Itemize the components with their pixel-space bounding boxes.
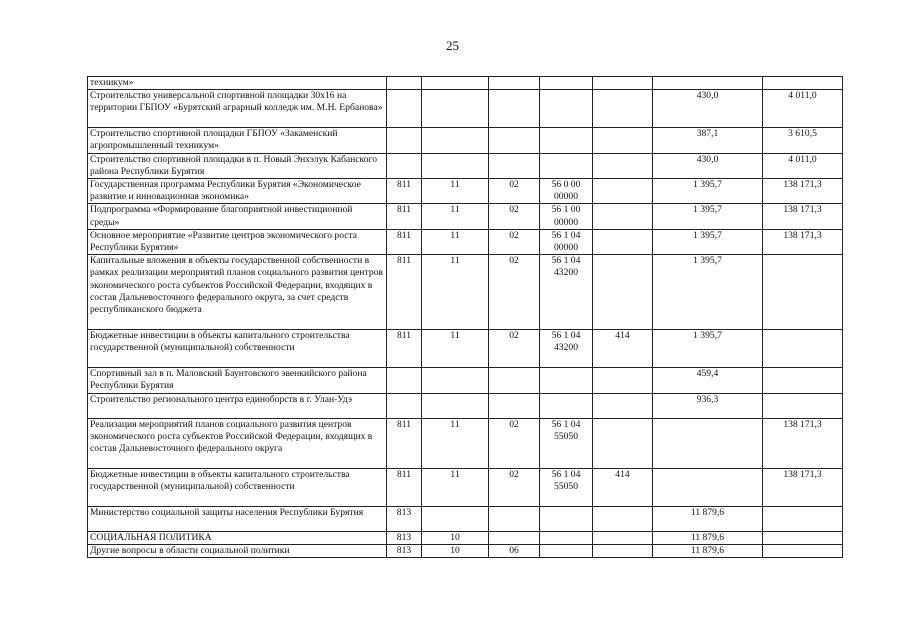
cell-subsection-code: 02: [489, 255, 540, 330]
cell-amount-2: [763, 77, 843, 90]
cell-ministry-code: 811: [387, 179, 422, 204]
cell-amount-1: 11 879,6: [653, 531, 763, 544]
cell-ministry-code: [387, 77, 422, 90]
cell-expense-type: 414: [593, 330, 653, 368]
table-row: [88, 204, 843, 229]
cell-section-code: [422, 77, 489, 90]
cell-section-code: 10: [422, 544, 489, 557]
cell-expense-type: [593, 531, 653, 544]
cell-subsection-code: [489, 393, 540, 418]
table-row: [88, 330, 843, 368]
cell-subsection-code: [489, 153, 540, 178]
cell-amount-2: [763, 544, 843, 557]
cell-subsection-code: [489, 368, 540, 393]
cell-expense-type: [593, 153, 653, 178]
cell-target-article: [540, 544, 593, 557]
table-row: [88, 255, 843, 330]
cell-amount-1: 430,0: [653, 90, 763, 128]
table-row: [88, 153, 843, 178]
cell-ministry-code: 811: [387, 255, 422, 330]
cell-section-code: 11: [422, 418, 489, 468]
cell-ministry-code: 813: [387, 531, 422, 544]
cell-amount-2: 3 610,5: [763, 128, 843, 153]
cell-ministry-code: [387, 393, 422, 418]
cell-section-code: 10: [422, 531, 489, 544]
cell-name: Бюджетные инвестиции в объекты капитального строительства государственной (муниципальной) собственности: [88, 468, 387, 506]
table-row: [88, 179, 843, 204]
table-row: [88, 77, 843, 90]
cell-target-article: [540, 368, 593, 393]
cell-expense-type: [593, 179, 653, 204]
cell-name: Подпрограмма «Формирование благоприятной инвестиционной среды»: [88, 204, 387, 229]
cell-amount-1: 430,0: [653, 153, 763, 178]
cell-subsection-code: [489, 90, 540, 128]
cell-target-article: 56 1 00 00000: [540, 204, 593, 229]
table-row: [88, 90, 843, 128]
cell-name: техникум»: [88, 77, 387, 90]
cell-expense-type: [593, 90, 653, 128]
cell-amount-1: [653, 468, 763, 506]
cell-subsection-code: [489, 128, 540, 153]
cell-name: Бюджетные инвестиции в объекты капитального строительства государственной (муниципальной) собственности: [88, 330, 387, 368]
cell-name: Строительство спортивной площадки в п. Новый Энхэлук Кабанского района Республики Бурятия: [88, 153, 387, 178]
table-row: [88, 418, 843, 468]
cell-subsection-code: 06: [489, 544, 540, 557]
cell-amount-2: 4 011,0: [763, 153, 843, 178]
cell-target-article: 56 1 04 55050: [540, 418, 593, 468]
cell-name: СОЦИАЛЬНАЯ ПОЛИТИКА: [88, 531, 387, 544]
cell-ministry-code: 811: [387, 468, 422, 506]
cell-expense-type: [593, 418, 653, 468]
cell-target-article: 56 1 04 43200: [540, 255, 593, 330]
cell-section-code: 11: [422, 330, 489, 368]
cell-ministry-code: 811: [387, 418, 422, 468]
cell-subsection-code: [489, 506, 540, 531]
table-row: [88, 368, 843, 393]
cell-name: Строительство регионального центра единоборств в г. Улан-Удэ: [88, 393, 387, 418]
cell-amount-1: 11 879,6: [653, 506, 763, 531]
cell-subsection-code: 02: [489, 229, 540, 254]
cell-name: Другие вопросы в области социальной политики: [88, 544, 387, 557]
table-row: [88, 393, 843, 418]
cell-ministry-code: [387, 368, 422, 393]
cell-amount-1: 1 395,7: [653, 204, 763, 229]
cell-expense-type: [593, 128, 653, 153]
cell-section-code: 11: [422, 179, 489, 204]
cell-subsection-code: 02: [489, 418, 540, 468]
cell-amount-2: 138 171,3: [763, 179, 843, 204]
cell-target-article: [540, 393, 593, 418]
cell-subsection-code: 02: [489, 330, 540, 368]
budget-table: [87, 76, 843, 558]
cell-subsection-code: [489, 531, 540, 544]
cell-amount-1: 1 395,7: [653, 255, 763, 330]
cell-ministry-code: [387, 153, 422, 178]
cell-amount-2: [763, 330, 843, 368]
cell-section-code: 11: [422, 468, 489, 506]
table-row: [88, 506, 843, 531]
cell-expense-type: [593, 255, 653, 330]
cell-amount-1: 459,4: [653, 368, 763, 393]
cell-target-article: 56 1 04 43200: [540, 330, 593, 368]
cell-amount-1: 936,3: [653, 393, 763, 418]
cell-target-article: 56 1 04 00000: [540, 229, 593, 254]
cell-subsection-code: 02: [489, 468, 540, 506]
cell-name: Государственная программа Республики Бурятия «Экономическое развитие и инновационная экономика»: [88, 179, 387, 204]
cell-name: Строительство универсальной спортивной площадки 30х16 на территории ГБПОУ «Бурятский аграрный колледж им. М.Н. Ербанова»: [88, 90, 387, 128]
cell-name: Основное мероприятие «Развитие центров экономического роста Республики Бурятия»: [88, 229, 387, 254]
cell-expense-type: [593, 77, 653, 90]
table-row: [88, 468, 843, 506]
cell-name: Капитальные вложения в объекты государственной собственности в рамках реализации мероприятий планов социального развития центров экономического роста субъектов Российской Федерации, входящих в состав Дальневосточного федерального округа, за счет средств республиканского бюджета: [88, 255, 387, 330]
cell-section-code: 11: [422, 204, 489, 229]
table-body: [88, 77, 843, 558]
cell-section-code: 11: [422, 255, 489, 330]
cell-target-article: 56 0 00 00000: [540, 179, 593, 204]
cell-expense-type: [593, 229, 653, 254]
cell-ministry-code: [387, 90, 422, 128]
cell-expense-type: [593, 204, 653, 229]
cell-section-code: [422, 128, 489, 153]
cell-amount-1: 1 395,7: [653, 179, 763, 204]
cell-subsection-code: 02: [489, 204, 540, 229]
cell-ministry-code: 811: [387, 330, 422, 368]
cell-expense-type: [593, 393, 653, 418]
cell-name: Реализация мероприятий планов социального развития центров экономического роста субъектов Российской Федерации, входящих в состав Дальневосточного федерального округа: [88, 418, 387, 468]
cell-section-code: [422, 90, 489, 128]
cell-expense-type: 414: [593, 468, 653, 506]
cell-amount-2: [763, 393, 843, 418]
cell-amount-2: [763, 531, 843, 544]
cell-amount-2: [763, 255, 843, 330]
cell-amount-2: 4 011,0: [763, 90, 843, 128]
cell-section-code: [422, 368, 489, 393]
cell-name: Строительство спортивной площадки ГБПОУ «Закаменский агропромышленный техникум»: [88, 128, 387, 153]
cell-name: Спортивный зал в п. Маловский Баунтовского эвенкийского района Республики Бурятия: [88, 368, 387, 393]
cell-amount-1: 1 395,7: [653, 229, 763, 254]
cell-target-article: [540, 90, 593, 128]
cell-target-article: [540, 531, 593, 544]
cell-amount-1: 387,1: [653, 128, 763, 153]
cell-target-article: [540, 506, 593, 531]
cell-target-article: [540, 128, 593, 153]
cell-target-article: [540, 153, 593, 178]
cell-section-code: 11: [422, 229, 489, 254]
table-row: [88, 531, 843, 544]
cell-amount-1: [653, 418, 763, 468]
cell-ministry-code: 813: [387, 506, 422, 531]
cell-subsection-code: 02: [489, 179, 540, 204]
cell-expense-type: [593, 368, 653, 393]
page-number: 25: [446, 38, 459, 53]
table-row: [88, 229, 843, 254]
cell-ministry-code: 811: [387, 229, 422, 254]
cell-target-article: [540, 77, 593, 90]
cell-subsection-code: [489, 77, 540, 90]
table-row: [88, 128, 843, 153]
cell-amount-2: 138 171,3: [763, 204, 843, 229]
cell-amount-2: 138 171,3: [763, 418, 843, 468]
cell-name: Министерство социальной защиты населения Республики Бурятия: [88, 506, 387, 531]
cell-section-code: [422, 393, 489, 418]
cell-ministry-code: 813: [387, 544, 422, 557]
table-row: [88, 544, 843, 557]
cell-amount-1: 11 879,6: [653, 544, 763, 557]
cell-section-code: [422, 153, 489, 178]
cell-amount-2: [763, 368, 843, 393]
cell-expense-type: [593, 506, 653, 531]
cell-ministry-code: 811: [387, 204, 422, 229]
cell-amount-2: [763, 506, 843, 531]
cell-amount-1: 1 395,7: [653, 330, 763, 368]
cell-expense-type: [593, 544, 653, 557]
cell-amount-2: 138 171,3: [763, 468, 843, 506]
cell-target-article: 56 1 04 55050: [540, 468, 593, 506]
cell-section-code: [422, 506, 489, 531]
cell-amount-1: [653, 77, 763, 90]
cell-amount-2: 138 171,3: [763, 229, 843, 254]
cell-ministry-code: [387, 128, 422, 153]
